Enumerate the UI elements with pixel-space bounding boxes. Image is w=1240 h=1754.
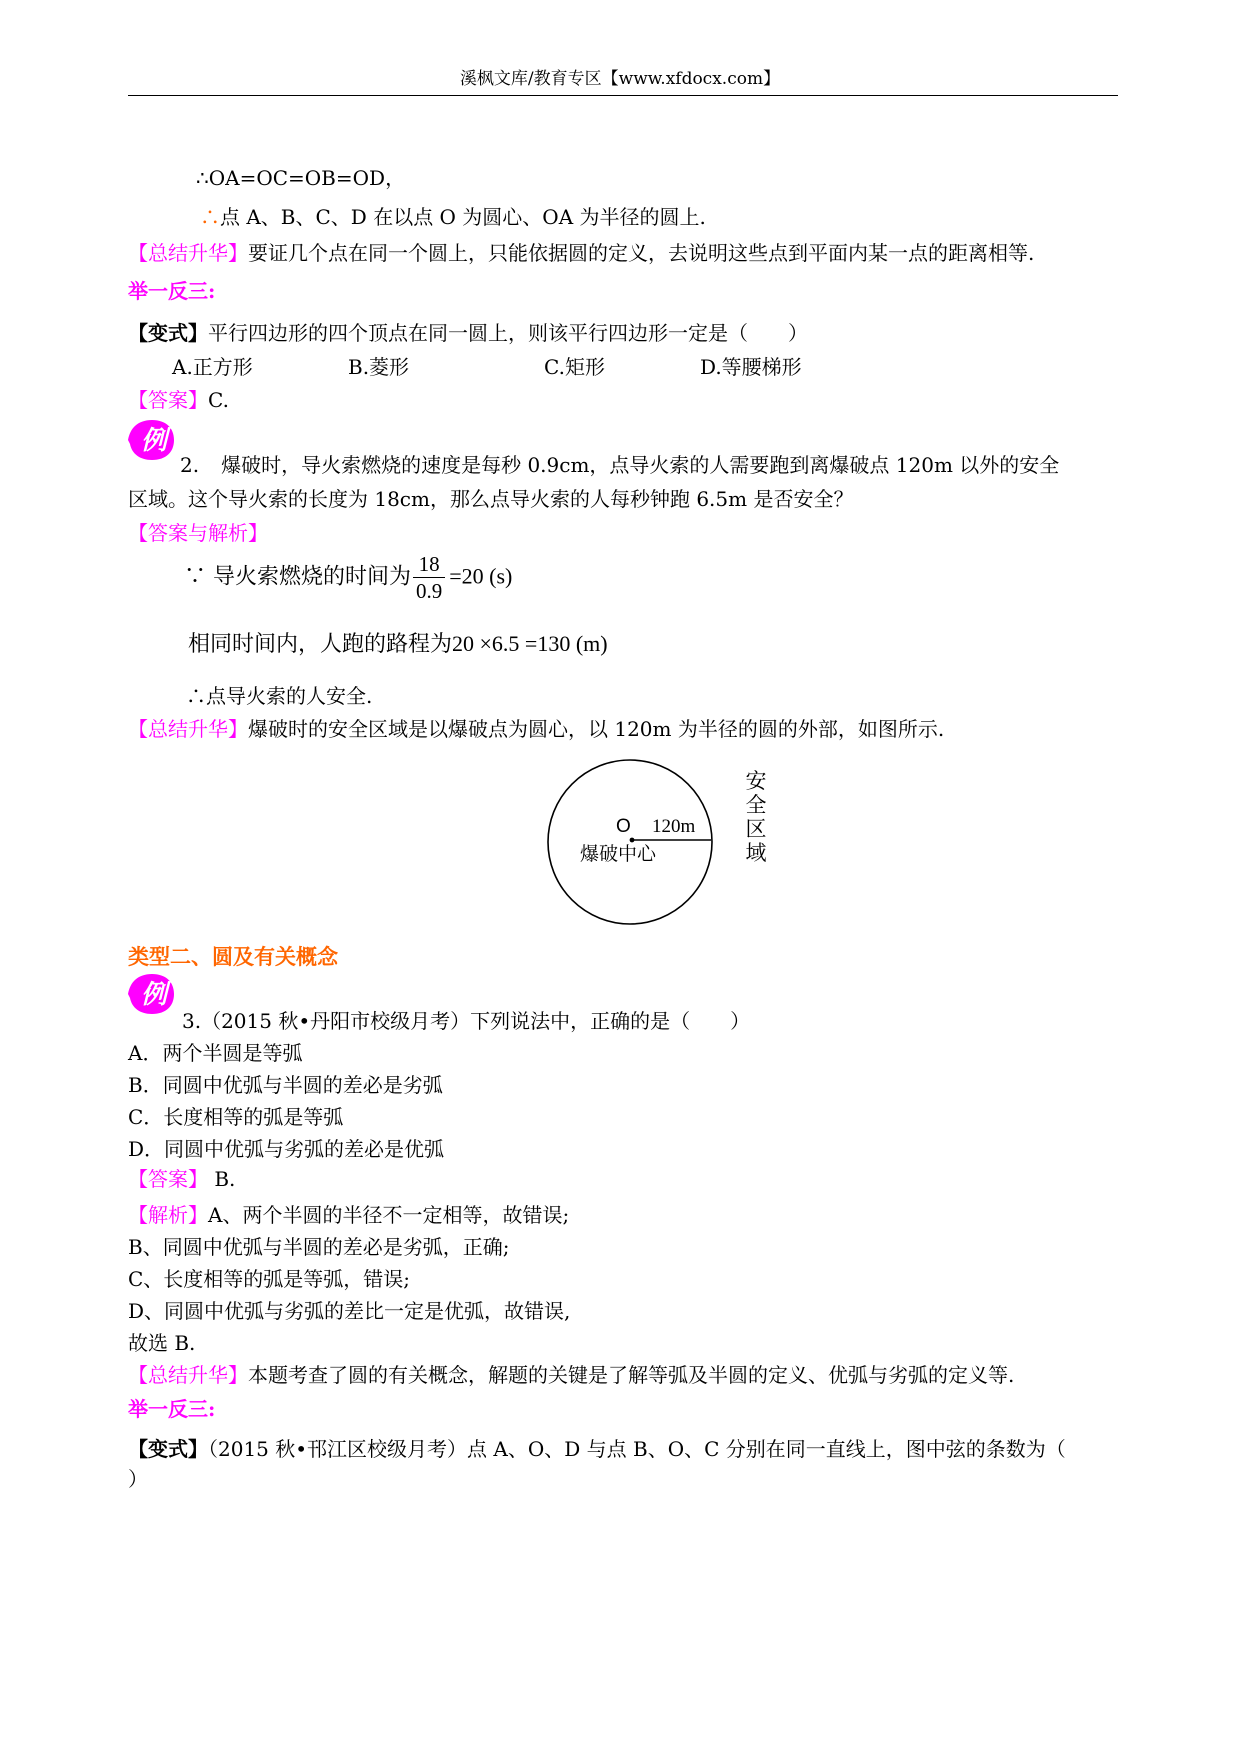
center-text: 爆破中心 [580,843,657,865]
equation-1-suffix: =20 (s) [449,563,513,589]
example-2-number: 2. [180,453,200,477]
summary-text: 要证几个点在同一个圆上，只能依据圆的定义，去说明这些点到平面内某一点的距离相等. [248,241,1035,265]
therefore-symbol: ∴ [200,205,220,229]
page-header: 溪枫文库/教育专区【www.xfdocx.com】 [459,69,781,89]
safe-zone-char-3: 区 [745,817,767,841]
safe-zone-char-1: 安 [745,769,767,793]
analysis-3 [128,1202,569,1228]
option-a: A.正方形 [172,355,253,379]
example-badge-text: 例 [140,980,168,1010]
summary-3 [128,1362,1014,1388]
analysis-first: A、两个半圆的半径不一定相等，故错误; [208,1203,570,1227]
example-3-option-a: A．两个半圆是等弧 [128,1041,303,1065]
variant-question: 平行四边形的四个顶点在同一圆上，则该平行四边形一定是（ ） [208,321,808,345]
fraction [413,551,445,604]
fraction-denominator: 0.9 [416,579,443,603]
proof-line-1: ∴OA=OC=OB=OD， [196,166,406,190]
summary-text-3: 本题考查了圆的有关概念，解题的关键是了解等弧及半圆的定义、优弧与劣弧的定义等. [248,1363,1015,1387]
example-badge-text: 例 [140,426,168,456]
answer-value-3: B. [208,1167,236,1191]
analysis-line-choice: 故选 B. [128,1331,196,1355]
analysis-line-b: B、同圆中优弧与半圆的差必是劣弧，正确; [128,1235,510,1259]
example-2-line-1 [180,452,1059,478]
summary-text-2: 爆破时的安全区域是以爆破点为圆心，以 120m 为半径的圆的外部，如图所示. [248,717,945,741]
example-badge-icon [128,418,176,462]
option-c: C.矩形 [544,355,605,379]
section-title: 类型二、圆及有关概念 [128,945,338,969]
equation-2 [188,629,608,660]
option-b: B.菱形 [348,355,410,379]
example-3-line: 3.（2015 秋•丹阳市校级月考）下列说法中，正确的是（ ） [182,1009,751,1033]
answer-tag-3: 【答案】 [128,1167,208,1191]
equation-2-prefix: 相同时间内，人跑的路程为 [188,632,453,657]
radius-label: 120m [652,816,696,837]
equation-1-prefix: ∵ 导火索燃烧的时间为 [184,564,411,590]
example-3-option-c: C．长度相等的弧是等弧 [128,1105,344,1129]
safety-circle [548,760,712,924]
answer-3 [128,1166,235,1192]
answer-tag: 【答案】 [128,388,208,412]
proof-line-2 [200,204,706,230]
variant-tag-2: 【变式】 [128,1437,208,1461]
analysis-line-c: C、长度相等的弧是等弧，错误; [128,1267,411,1291]
practice-title-1: 举一反三: [128,279,216,303]
example-3-option-b: B．同圆中优弧与半圆的差必是劣弧 [128,1073,443,1097]
summary-tag: 【总结升华】 [128,241,248,265]
analysis-tag-2: 【答案与解析】 [128,521,268,545]
example-2-line-2: 区域。这个导火索的长度为 18cm，那么点导火索的人每秒钟跑 6.5m 是否安全？ [128,487,854,511]
summary-tag-2: 【总结升华】 [128,717,248,741]
example-3-option-d: D．同圆中优弧与劣弧的差必是优弧 [128,1137,445,1161]
equation-2-math: 20 ×6.5 =130 (m) [452,631,608,656]
answer-value: C. [208,388,229,412]
safe-zone-char-2: 全 [745,793,767,817]
option-d: D.等腰梯形 [700,355,802,379]
center-label: O [616,816,631,837]
summary-1 [128,240,1034,266]
summary-2 [128,716,944,742]
example-2-text-1: 爆破时，导火索燃烧的速度是每秒 0.9cm，点导火索的人需要跑到离爆破点 120m 以外的安全 [221,453,1060,477]
blast-zone-figure [530,752,790,934]
example-badge-icon [128,972,176,1016]
analysis-line-d: D、同圆中优弧与劣弧的差比一定是优弧，故错误, [128,1299,571,1323]
practice-title-2: 举一反三: [128,1397,216,1421]
proof-line-2-text: 点 A、B、C、D 在以点 O 为圆心、OA 为半径的圆上. [220,205,706,229]
analysis-tag-3: 【解析】 [128,1203,208,1227]
conclusion-2: ∴点导火索的人安全. [186,684,373,708]
equation-1 [184,551,512,604]
answer-1 [128,387,229,413]
variant-1 [128,320,808,346]
fraction-numerator: 18 [413,551,445,578]
variant-2-line-1 [128,1436,1066,1462]
variant-tag: 【变式】 [128,321,208,345]
variant-2-text: （2015 秋•邗江区校级月考）点 A、O、D 与点 B、O、C 分别在同一直线上，图中弦的条数为（ [208,1437,1066,1461]
variant-2-line-2: ） [128,1467,148,1491]
summary-tag-3: 【总结升华】 [128,1363,248,1387]
header-rule [128,95,1118,96]
safe-zone-char-4: 域 [745,841,767,865]
